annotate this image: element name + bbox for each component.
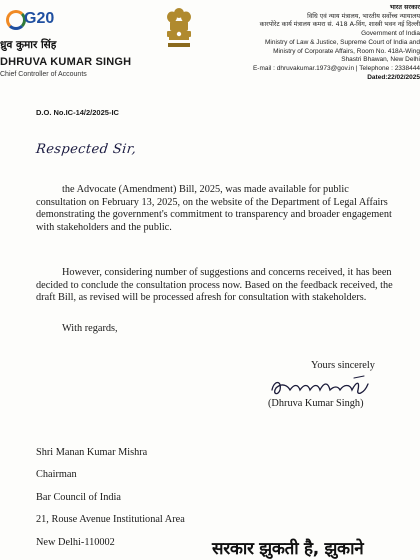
recipient-organization: Bar Council of India [36,491,121,503]
closing-line: Yours sincerely [311,360,375,371]
recipient-address [36,442,185,554]
g20-logo [6,8,55,34]
sender-name-hindi: ध्रुव कुमार सिंह [0,39,57,51]
sender-designation: Chief Controller of Accounts [0,71,87,78]
g20-logo-text: G20 [24,10,55,27]
g20-ring-icon [6,10,26,30]
salutation: Respected Sir, [35,142,138,157]
letterhead-right [220,4,420,82]
overlay-caption: सरकार झुकती है, झुकाने [212,539,364,559]
national-emblem-icon [164,6,194,54]
recipient-city: New Delhi-110002 [36,536,115,548]
reference-number: D.O. No.IC-14/2/2025-IC [36,108,119,117]
govt-hindi: भारत सरकार [389,4,420,11]
body-paragraph-1: the Advocate (Amendment) Bill, 2025, was made available for public consultation on February 13, 2025, on the website of the Department of Legal Affairs demonstrating the government's commitment to transparency and broader engagement with stakeholders and the public. [36,184,392,233]
recipient-name: Shri Manan Kumar Mishra [36,447,148,458]
contact-line: E-mail : dhruvakumar.1973@gov.in | Telephone : 2338444 [252,64,420,72]
sender-name-english: DHRUVA KUMAR SINGH [0,56,132,68]
address-hindi: कारपोरेट कार्य मंत्रालय कमरा सं. 418 A-विंग, शास्त्री भवन नई दिल्ली [259,21,420,29]
recipient-street: 21, Rouse Avenue Institutional Area [36,514,185,526]
ministry-hindi: विधि एवं न्याय मंत्रालय, भारतीय सर्वोच्च न्यायालय [307,12,420,20]
building-english: Shastri Bhawan, New Delhi [341,56,420,64]
handwritten-signature [268,372,378,400]
letter-date: Dated:22/02/2025 [367,73,420,81]
signatory-name: (Dhruva Kumar Singh) [268,398,364,409]
room-english: Ministry of Corporate Affairs, Room No. 418A-Wing [273,47,420,55]
regards-line: With regards, [62,323,118,334]
recipient-title: Chairman [36,469,77,481]
body-paragraph-2: However, considering number of suggestions and concerns received, it has been decided to conclude the consultation process now. Based on the feedback received, the draft Bill, as revised will be processed afresh for consultation with stakeholders. [36,267,393,304]
govt-english: Government of India [361,30,420,38]
ministry-english: Ministry of Law & Justice, Supreme Court of India and [265,38,420,46]
